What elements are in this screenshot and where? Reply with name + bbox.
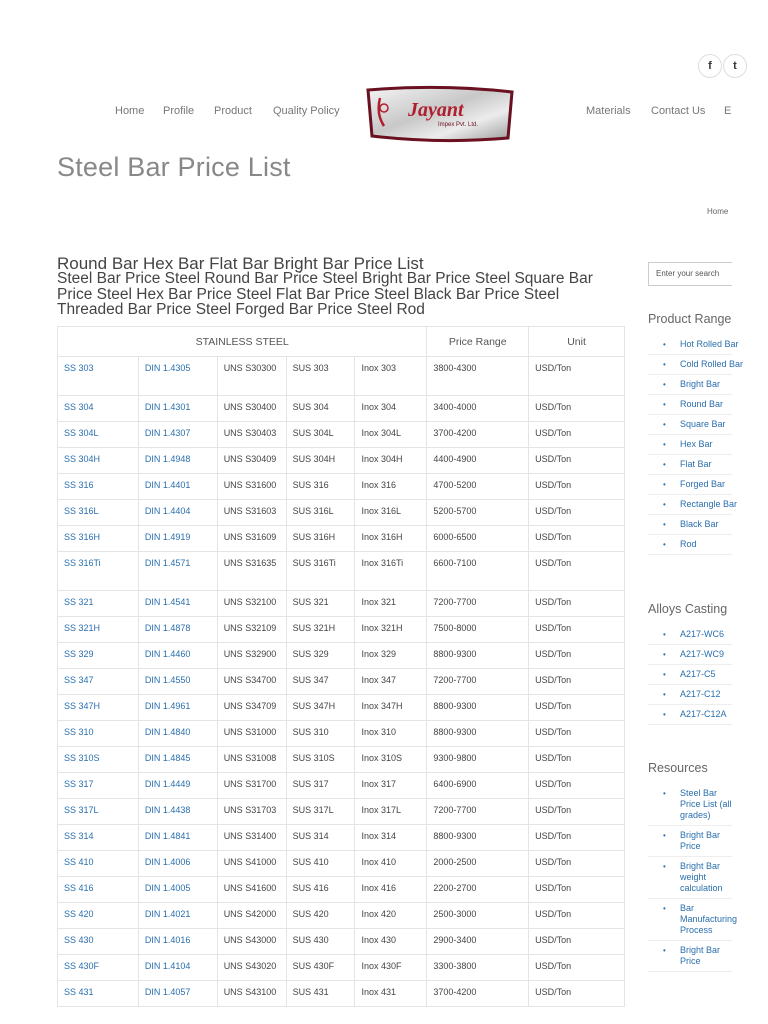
- cell-din[interactable]: DIN 1.4006: [138, 851, 217, 877]
- cell-din[interactable]: DIN 1.4841: [138, 825, 217, 851]
- cell-uns: UNS S31008: [217, 747, 286, 773]
- nav-profile[interactable]: Profile: [163, 105, 195, 117]
- cell-din[interactable]: DIN 1.4845: [138, 747, 217, 773]
- cell-price: 7500-8000: [427, 617, 529, 643]
- cell-price: 3700-4200: [427, 981, 529, 1007]
- cell-uns: UNS S30403: [217, 422, 286, 448]
- cell-uns: UNS S31400: [217, 825, 286, 851]
- cell-unit: USD/Ton: [529, 552, 625, 591]
- cell-din[interactable]: DIN 1.4401: [138, 474, 217, 500]
- cell-din[interactable]: DIN 1.4016: [138, 929, 217, 955]
- table-row: [58, 877, 625, 903]
- table-row: [58, 929, 625, 955]
- cell-uns: UNS S30300: [217, 357, 286, 396]
- cell-grade[interactable]: SS 304L: [58, 422, 139, 448]
- resource-link[interactable]: • Bright Bar Price: [648, 941, 732, 972]
- cell-unit: USD/Ton: [529, 669, 625, 695]
- cell-price: 2200-2700: [427, 877, 529, 903]
- cell-grade[interactable]: SS 316L: [58, 500, 139, 526]
- price-table: [57, 326, 625, 1007]
- nav-materials[interactable]: Materials: [586, 105, 631, 117]
- cell-sus: SUS 321: [286, 591, 355, 617]
- cell-din[interactable]: DIN 1.4460: [138, 643, 217, 669]
- cell-din[interactable]: DIN 1.4878: [138, 617, 217, 643]
- cell-price: 6000-6500: [427, 526, 529, 552]
- cell-uns: UNS S30409: [217, 448, 286, 474]
- cell-unit: USD/Ton: [529, 526, 625, 552]
- cell-din[interactable]: DIN 1.4571: [138, 552, 217, 591]
- cell-inox: Inox 304H: [355, 448, 427, 474]
- cell-price: 7200-7700: [427, 799, 529, 825]
- cell-grade[interactable]: SS 430: [58, 929, 139, 955]
- cell-sus: SUS 347: [286, 669, 355, 695]
- content-heading: Round Bar Hex Bar Flat Bar Bright Bar Price List: [57, 254, 424, 273]
- cell-sus: SUS 347H: [286, 695, 355, 721]
- cell-din[interactable]: DIN 1.4438: [138, 799, 217, 825]
- cell-uns: UNS S31703: [217, 799, 286, 825]
- cell-uns: UNS S31600: [217, 474, 286, 500]
- table-row: [58, 721, 625, 747]
- cell-inox: Inox 314: [355, 825, 427, 851]
- cell-grade[interactable]: SS 321: [58, 591, 139, 617]
- cell-din[interactable]: DIN 1.4840: [138, 721, 217, 747]
- cell-inox: Inox 310: [355, 721, 427, 747]
- resource-link[interactable]: • Steel Bar Price List (all grades): [648, 784, 732, 826]
- cell-sus: SUS 316Ti: [286, 552, 355, 591]
- cell-unit: USD/Ton: [529, 981, 625, 1007]
- cell-unit: USD/Ton: [529, 851, 625, 877]
- cell-sus: SUS 304: [286, 396, 355, 422]
- table-row: [58, 617, 625, 643]
- cell-grade[interactable]: SS 316: [58, 474, 139, 500]
- cell-inox: Inox 316H: [355, 526, 427, 552]
- cell-grade[interactable]: SS 317L: [58, 799, 139, 825]
- cell-din[interactable]: DIN 1.4021: [138, 903, 217, 929]
- cell-unit: USD/Ton: [529, 396, 625, 422]
- cell-unit: USD/Ton: [529, 357, 625, 396]
- cell-din[interactable]: DIN 1.4005: [138, 877, 217, 903]
- cell-price: 6600-7100: [427, 552, 529, 591]
- cell-unit: USD/Ton: [529, 721, 625, 747]
- table-row: [58, 825, 625, 851]
- cell-unit: USD/Ton: [529, 617, 625, 643]
- cell-din[interactable]: DIN 1.4550: [138, 669, 217, 695]
- cell-price: 2900-3400: [427, 929, 529, 955]
- cell-uns: UNS S43000: [217, 929, 286, 955]
- cell-din[interactable]: DIN 1.4307: [138, 422, 217, 448]
- cell-din[interactable]: DIN 1.4104: [138, 955, 217, 981]
- cell-price: 3700-4200: [427, 422, 529, 448]
- search-input[interactable]: Enter your search: [648, 262, 732, 286]
- cell-inox: Inox 329: [355, 643, 427, 669]
- cell-unit: USD/Ton: [529, 825, 625, 851]
- cell-price: 8800-9300: [427, 721, 529, 747]
- cell-sus: SUS 314: [286, 825, 355, 851]
- cell-sus: SUS 303: [286, 357, 355, 396]
- cell-unit: USD/Ton: [529, 422, 625, 448]
- table-row: [58, 396, 625, 422]
- table-row: [58, 422, 625, 448]
- table-row: [58, 552, 625, 591]
- cell-inox: Inox 347H: [355, 695, 427, 721]
- cell-uns: UNS S42000: [217, 903, 286, 929]
- alloys-casting-link[interactable]: • A217-C12A: [648, 705, 732, 725]
- resource-link[interactable]: • Bar Manufacturing Process: [648, 899, 732, 941]
- cell-grade[interactable]: SS 314: [58, 825, 139, 851]
- cell-inox: Inox 321H: [355, 617, 427, 643]
- alloys-casting-list: [648, 625, 732, 725]
- cell-grade[interactable]: SS 310S: [58, 747, 139, 773]
- cell-unit: USD/Ton: [529, 903, 625, 929]
- cell-uns: UNS S31609: [217, 526, 286, 552]
- product-range-heading: Product Range: [648, 312, 732, 326]
- cell-grade[interactable]: SS 416: [58, 877, 139, 903]
- cell-unit: USD/Ton: [529, 747, 625, 773]
- cell-inox: Inox 347: [355, 669, 427, 695]
- nav-quality-policy[interactable]: Quality Policy: [273, 105, 340, 117]
- alloys-casting-link[interactable]: • A217-WC6: [648, 625, 732, 645]
- cell-din[interactable]: DIN 1.4541: [138, 591, 217, 617]
- table-row: [58, 955, 625, 981]
- table-row: [58, 591, 625, 617]
- cell-grade[interactable]: SS 321H: [58, 617, 139, 643]
- cell-sus: SUS 416: [286, 877, 355, 903]
- cell-uns: UNS S30400: [217, 396, 286, 422]
- twitter-icon[interactable]: t: [723, 54, 747, 78]
- table-row: [58, 474, 625, 500]
- cell-grade[interactable]: SS 317: [58, 773, 139, 799]
- cell-sus: SUS 316L: [286, 500, 355, 526]
- cell-unit: USD/Ton: [529, 877, 625, 903]
- product-range-link[interactable]: • Forged Bar: [648, 475, 732, 495]
- cell-inox: Inox 430F: [355, 955, 427, 981]
- cell-uns: UNS S31603: [217, 500, 286, 526]
- table-row: [58, 448, 625, 474]
- header-stainless-steel: STAINLESS STEEL: [58, 327, 427, 357]
- cell-din[interactable]: DIN 1.4301: [138, 396, 217, 422]
- product-range-list: [648, 335, 744, 555]
- cell-uns: UNS S41600: [217, 877, 286, 903]
- cell-uns: UNS S43020: [217, 955, 286, 981]
- cell-grade[interactable]: SS 431: [58, 981, 139, 1007]
- header-unit: Unit: [529, 327, 625, 357]
- table-row: [58, 747, 625, 773]
- cell-price: 2500-3000: [427, 903, 529, 929]
- cell-unit: USD/Ton: [529, 929, 625, 955]
- cell-sus: SUS 317: [286, 773, 355, 799]
- cell-price: 4400-4900: [427, 448, 529, 474]
- cell-grade[interactable]: SS 410: [58, 851, 139, 877]
- alloys-casting-link[interactable]: • A217-C12: [648, 685, 732, 705]
- cell-din[interactable]: DIN 1.4919: [138, 526, 217, 552]
- product-range-link[interactable]: • Flat Bar: [648, 455, 732, 475]
- cell-grade[interactable]: SS 303: [58, 357, 139, 396]
- cell-uns: UNS S31700: [217, 773, 286, 799]
- cell-sus: SUS 430: [286, 929, 355, 955]
- cell-unit: USD/Ton: [529, 448, 625, 474]
- table-row: [58, 903, 625, 929]
- cell-grade[interactable]: SS 316H: [58, 526, 139, 552]
- nav-home[interactable]: Home: [115, 105, 145, 117]
- table-row: [58, 526, 625, 552]
- cell-grade[interactable]: SS 420: [58, 903, 139, 929]
- nav-extra[interactable]: E: [724, 105, 732, 117]
- cell-inox: Inox 431: [355, 981, 427, 1007]
- cell-din[interactable]: DIN 1.4404: [138, 500, 217, 526]
- cell-sus: SUS 304L: [286, 422, 355, 448]
- cell-inox: Inox 316Ti: [355, 552, 427, 591]
- cell-din[interactable]: DIN 1.4449: [138, 773, 217, 799]
- breadcrumb-home[interactable]: Home: [707, 207, 729, 216]
- content-subheading: Steel Bar Price Steel Round Bar Price Steel Bright Bar Price Steel Square Bar Price Steel Hex Bar Price Steel Flat Bar Price Steel Black Bar Price Steel Threaded Bar Price Steel Forged Bar Price Steel Rod: [57, 270, 593, 318]
- product-range-link[interactable]: • Square Bar: [648, 415, 732, 435]
- cell-price: 6400-6900: [427, 773, 529, 799]
- cell-sus: SUS 431: [286, 981, 355, 1007]
- resource-link[interactable]: • Bright Bar Price: [648, 826, 732, 857]
- resource-link[interactable]: • Bright Bar weight calculation: [648, 857, 732, 899]
- table-row: [58, 981, 625, 1007]
- cell-uns: UNS S31635: [217, 552, 286, 591]
- product-range-link[interactable]: • Hex Bar: [648, 435, 732, 455]
- cell-inox: Inox 317L: [355, 799, 427, 825]
- cell-uns: UNS S43100: [217, 981, 286, 1007]
- product-range-link[interactable]: • Rod: [648, 535, 732, 555]
- table-row: [58, 773, 625, 799]
- cell-price: 3400-4000: [427, 396, 529, 422]
- cell-grade[interactable]: SS 316Ti: [58, 552, 139, 591]
- cell-inox: Inox 316L: [355, 500, 427, 526]
- logo-name: Jayant: [408, 99, 464, 121]
- cell-inox: Inox 430: [355, 929, 427, 955]
- cell-uns: UNS S32100: [217, 591, 286, 617]
- cell-inox: Inox 304: [355, 396, 427, 422]
- cell-din[interactable]: DIN 1.4961: [138, 695, 217, 721]
- table-row: [58, 851, 625, 877]
- cell-uns: UNS S32900: [217, 643, 286, 669]
- resources-heading: Resources: [648, 761, 708, 775]
- cell-unit: USD/Ton: [529, 799, 625, 825]
- cell-unit: USD/Ton: [529, 474, 625, 500]
- cell-price: 2000-2500: [427, 851, 529, 877]
- cell-inox: Inox 321: [355, 591, 427, 617]
- cell-sus: SUS 316: [286, 474, 355, 500]
- cell-price: 8800-9300: [427, 695, 529, 721]
- cell-inox: Inox 303: [355, 357, 427, 396]
- cell-inox: Inox 317: [355, 773, 427, 799]
- cell-din[interactable]: DIN 1.4305: [138, 357, 217, 396]
- cell-sus: SUS 420: [286, 903, 355, 929]
- alloys-casting-heading: Alloys Casting: [648, 602, 728, 616]
- product-range-link[interactable]: • Black Bar: [648, 515, 732, 535]
- resources-list: [648, 784, 738, 972]
- page-title: Steel Bar Price List: [57, 152, 291, 182]
- cell-din[interactable]: DIN 1.4948: [138, 448, 217, 474]
- cell-price: 7200-7700: [427, 591, 529, 617]
- product-range-link[interactable]: • Cold Rolled Bar: [648, 355, 732, 375]
- product-range-link[interactable]: • Round Bar: [648, 395, 732, 415]
- nav-product[interactable]: Product: [214, 105, 252, 117]
- nav-contact-us[interactable]: Contact Us: [651, 105, 706, 117]
- table-row: [58, 500, 625, 526]
- cell-grade[interactable]: SS 430F: [58, 955, 139, 981]
- cell-uns: UNS S31000: [217, 721, 286, 747]
- table-row: [58, 799, 625, 825]
- cell-inox: Inox 304L: [355, 422, 427, 448]
- company-logo[interactable]: [366, 86, 514, 142]
- alloys-casting-link[interactable]: • A217-C5: [648, 665, 732, 685]
- cell-grade[interactable]: SS 347: [58, 669, 139, 695]
- price-table-body: [58, 357, 625, 1007]
- cell-grade[interactable]: SS 304: [58, 396, 139, 422]
- product-range-link[interactable]: • Rectangle Bar: [648, 495, 732, 515]
- cell-sus: SUS 430F: [286, 955, 355, 981]
- cell-sus: SUS 410: [286, 851, 355, 877]
- cell-inox: Inox 420: [355, 903, 427, 929]
- cell-price: 8800-9300: [427, 825, 529, 851]
- cell-uns: UNS S34709: [217, 695, 286, 721]
- cell-inox: Inox 416: [355, 877, 427, 903]
- cell-price: 8800-9300: [427, 643, 529, 669]
- table-row: [58, 695, 625, 721]
- cell-grade[interactable]: SS 347H: [58, 695, 139, 721]
- cell-inox: Inox 316: [355, 474, 427, 500]
- cell-unit: USD/Ton: [529, 500, 625, 526]
- cell-grade[interactable]: SS 304H: [58, 448, 139, 474]
- table-row: [58, 643, 625, 669]
- table-row: [58, 669, 625, 695]
- product-range-link[interactable]: • Bright Bar: [648, 375, 732, 395]
- cell-sus: SUS 304H: [286, 448, 355, 474]
- table-row: [58, 357, 625, 396]
- cell-din[interactable]: DIN 1.4057: [138, 981, 217, 1007]
- cell-price: 7200-7700: [427, 669, 529, 695]
- cell-sus: SUS 310: [286, 721, 355, 747]
- cell-price: 4700-5200: [427, 474, 529, 500]
- cell-sus: SUS 329: [286, 643, 355, 669]
- cell-sus: SUS 321H: [286, 617, 355, 643]
- cell-unit: USD/Ton: [529, 643, 625, 669]
- cell-price: 3300-3800: [427, 955, 529, 981]
- cell-unit: USD/Ton: [529, 695, 625, 721]
- cell-price: 5200-5700: [427, 500, 529, 526]
- cell-grade[interactable]: SS 329: [58, 643, 139, 669]
- facebook-icon[interactable]: f: [698, 54, 722, 78]
- cell-inox: Inox 410: [355, 851, 427, 877]
- cell-inox: Inox 310S: [355, 747, 427, 773]
- cell-grade[interactable]: SS 310: [58, 721, 139, 747]
- logo-subtitle: Impex Pvt. Ltd.: [438, 122, 479, 128]
- cell-sus: SUS 316H: [286, 526, 355, 552]
- cell-unit: USD/Ton: [529, 773, 625, 799]
- cell-sus: SUS 310S: [286, 747, 355, 773]
- cell-price: 9300-9800: [427, 747, 529, 773]
- alloys-casting-link[interactable]: • A217-WC9: [648, 645, 732, 665]
- cell-sus: SUS 317L: [286, 799, 355, 825]
- cell-unit: USD/Ton: [529, 591, 625, 617]
- cell-unit: USD/Ton: [529, 955, 625, 981]
- product-range-link[interactable]: • Hot Rolled Bar: [648, 335, 732, 355]
- cell-uns: UNS S32109: [217, 617, 286, 643]
- header-price-range: Price Range: [427, 327, 529, 357]
- cell-uns: UNS S34700: [217, 669, 286, 695]
- cell-price: 3800-4300: [427, 357, 529, 396]
- cell-uns: UNS S41000: [217, 851, 286, 877]
- table-header-row: [58, 327, 625, 357]
